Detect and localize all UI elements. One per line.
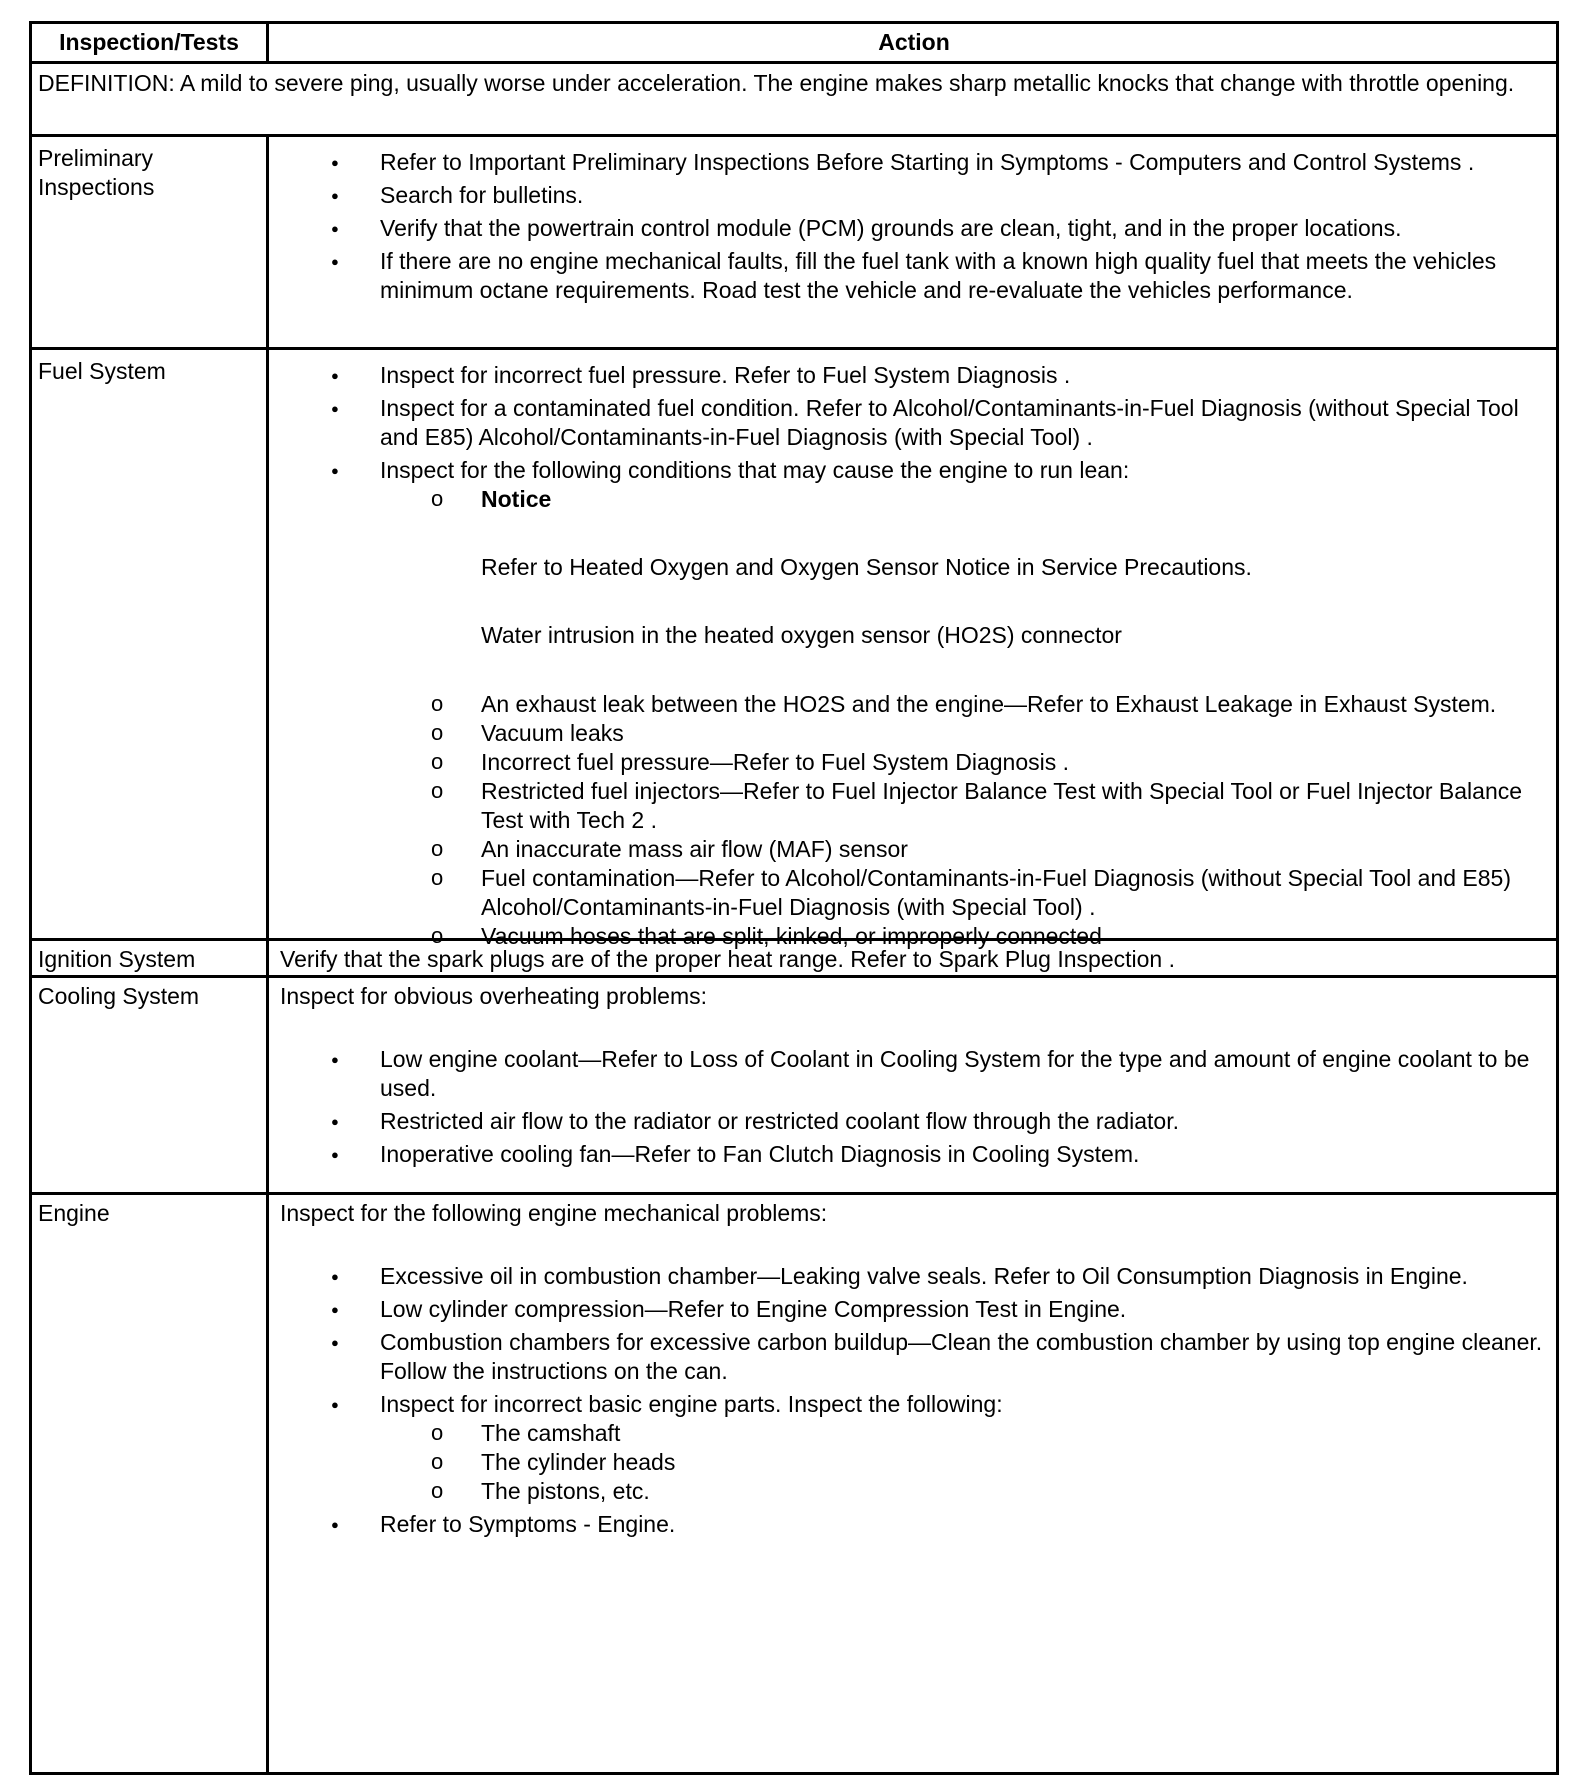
cooling-intro: Inspect for obvious overheating problems: [280,983,708,1009]
list-item: ● Combustion chambers for excessive carbon buildup—Clean the combustion chamber by using top engine cleaner. Follow the instructions on the can. [380,1328,1548,1386]
list-item: ● Inspect for incorrect fuel pressure. Refer to Fuel System Diagnosis . [380,361,1548,390]
sub-list-item: o Vacuum hoses that are split, kinked, or improperly connected [481,922,1548,951]
sub-list-item: o The cylinder heads [481,1448,1548,1477]
sub-list-item: o An inaccurate mass air flow (MAF) sensor [481,835,1548,864]
sub-list-item: o Fuel contamination—Refer to Alcohol/Contaminants-in-Fuel Diagnosis (without Special Tool and E85) Alcohol/Contaminants-in-Fuel Diagnosis (with Special Tool) . [481,864,1548,922]
ignition-system-row [32,941,1556,978]
cooling-system-label: Cooling System [32,978,269,1192]
list-item: ● Refer to Important Preliminary Inspections Before Starting in Symptoms - Computers and Control Systems . [380,148,1548,177]
diagnosis-table [29,21,1559,1775]
list-item: ● Search for bulletins. [380,181,1548,210]
definition-row [32,64,1556,137]
notice-title: o Notice [481,486,552,512]
list-item [380,1390,1548,1506]
header-inspection-tests: Inspection/Tests [32,24,269,61]
preliminary-row [32,137,1556,350]
list-item [380,456,1548,951]
notice-text: Refer to Heated Oxygen and Oxygen Sensor Notice in Service Precautions. [481,554,1252,580]
fuel-system-label: Fuel System [32,350,269,938]
sub-list-item: o The pistons, etc. [481,1477,1548,1506]
list-item: ● Low engine coolant—Refer to Loss of Coolant in Cooling System for the type and amount of engine coolant to be used. [380,1045,1548,1103]
sub-list-item: o The camshaft [481,1419,1548,1448]
sub-list-item: o Restricted fuel injectors—Refer to Fuel Injector Balance Test with Special Tool or Fuel Injector Balance Test with Tech 2 . [481,777,1548,835]
fuel-system-row [32,350,1556,949]
header-row [32,24,1556,64]
list-item-text: Inspect for the following conditions that may cause the engine to run lean: [380,457,1130,483]
cooling-system-actions [272,978,1556,1192]
fuel-system-actions [272,350,1556,949]
notice-item [481,485,1548,650]
definition-text: DEFINITION: A mild to severe ping, usually worse under acceleration. The engine makes sharp metallic knocks that change with throttle opening. [38,70,1515,96]
list-item: ● Restricted air flow to the radiator or restricted coolant flow through the radiator. [380,1107,1548,1136]
sub-list-item: o Vacuum leaks [481,719,1548,748]
header-action: Action [878,29,950,55]
list-item: ● Excessive oil in combustion chamber—Leaking valve seals. Refer to Oil Consumption Diagnosis in Engine. [380,1262,1548,1291]
sub-list-item: o Incorrect fuel pressure—Refer to Fuel System Diagnosis . [481,748,1548,777]
engine-row [32,1195,1556,1772]
ignition-system-label: Ignition System [32,941,269,975]
list-item: ● If there are no engine mechanical faults, fill the fuel tank with a known high quality fuel that meets the vehicles minimum octane requirements. Road test the vehicle and re-evaluate the vehicles performance. [380,247,1548,305]
list-item: ● Inoperative cooling fan—Refer to Fan Clutch Diagnosis in Cooling System. [380,1140,1548,1169]
engine-actions [272,1195,1556,1772]
preliminary-label: Preliminary Inspections [32,137,269,347]
cooling-system-row [32,978,1556,1195]
engine-intro: Inspect for the following engine mechanical problems: [280,1200,828,1226]
list-item: ● Refer to Symptoms - Engine. [380,1510,1548,1539]
engine-label: Engine [32,1195,269,1772]
ignition-system-action: Verify that the spark plugs are of the proper heat range. Refer to Spark Plug Inspection . [280,946,1175,972]
list-item: ● Inspect for a contaminated fuel condition. Refer to Alcohol/Contaminants-in-Fuel Diagnosis (without Special Tool and E85) Alcohol/Contaminants-in-Fuel Diagnosis (with Special Tool) . [380,394,1548,452]
list-item: ● Verify that the powertrain control module (PCM) grounds are clean, tight, and in the proper locations. [380,214,1548,243]
notice-detail: Water intrusion in the heated oxygen sensor (HO2S) connector [481,622,1122,648]
preliminary-actions [272,137,1556,347]
list-item-text: Inspect for incorrect basic engine parts. Inspect the following: [380,1391,1003,1417]
sub-list-item: o An exhaust leak between the HO2S and the engine—Refer to Exhaust Leakage in Exhaust System. [481,690,1548,719]
list-item: ● Low cylinder compression—Refer to Engine Compression Test in Engine. [380,1295,1548,1324]
